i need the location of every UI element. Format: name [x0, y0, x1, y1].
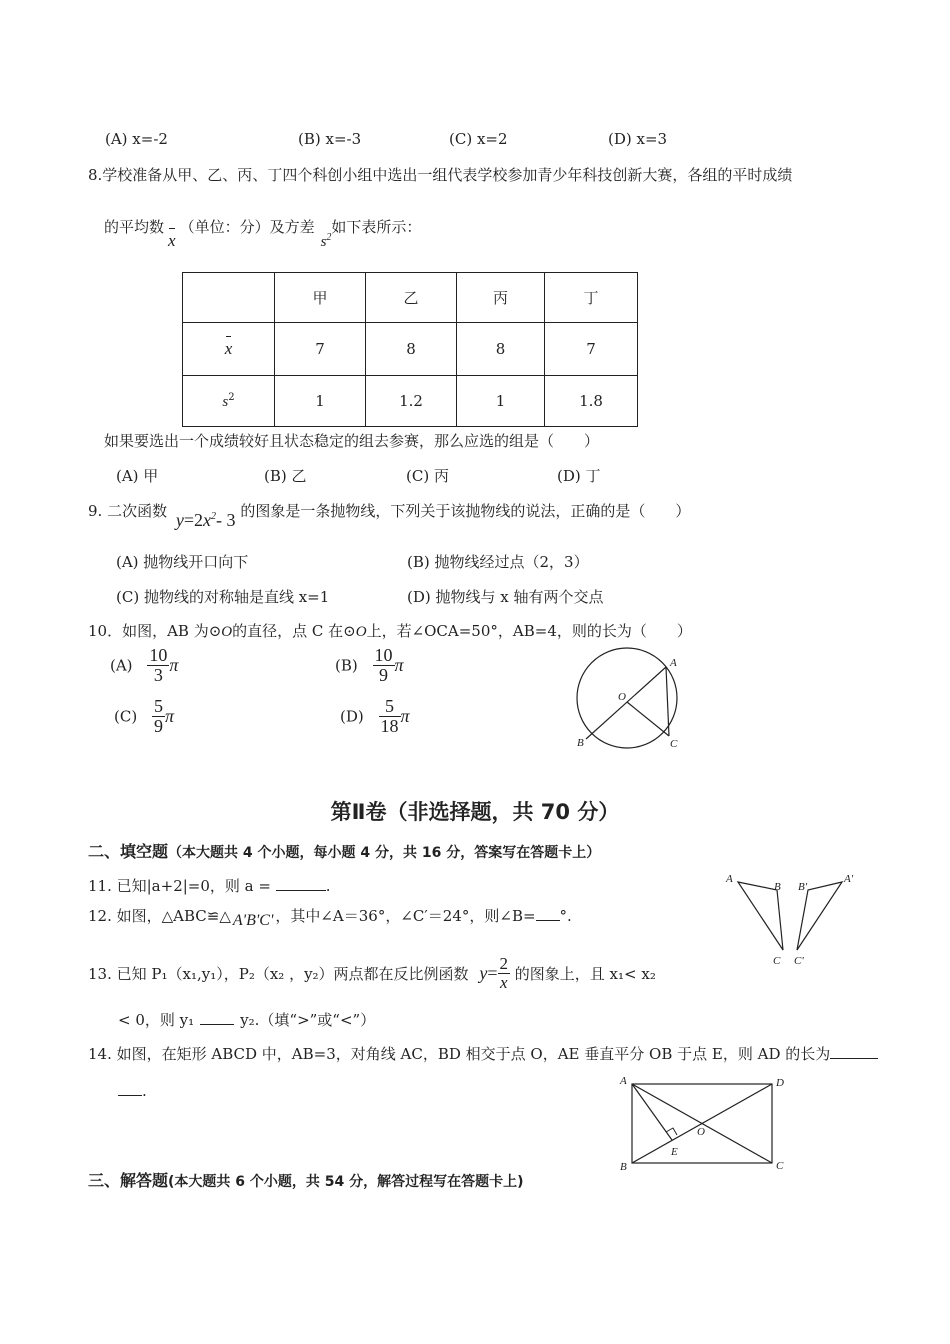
q9-option-b: (B) 抛物线经过点（2，3）: [407, 553, 589, 571]
q10-stem: [88, 620, 692, 641]
q10-circle-o1: O: [221, 624, 233, 640]
q10-label-b: B: [577, 737, 584, 749]
q12-label-a-prime: A': [844, 873, 854, 885]
q13-formula-eq: =: [487, 962, 498, 983]
q9-stem: [88, 500, 691, 530]
q13-formula-frac: [498, 955, 511, 992]
q14: [88, 1043, 878, 1064]
q8-var-s: s: [320, 234, 327, 250]
q8-row-var-exp: 2: [228, 391, 235, 403]
q9-formula-x: x: [203, 510, 212, 530]
q10-stem-b: 的直径，点 C 在⊙: [232, 622, 356, 640]
q14-label-o: O: [697, 1126, 705, 1138]
q8-th-jia: 甲: [275, 273, 366, 323]
q10-option-b-frac: [373, 646, 395, 685]
q7-option-b: (B) x=-3: [298, 130, 362, 148]
q8-stem-line2: [104, 216, 422, 250]
q10-c-den: 9: [153, 715, 163, 736]
q12-answer-blank: [536, 920, 560, 921]
section3-heading: [88, 1168, 524, 1191]
q10-label-c: C: [670, 738, 678, 750]
q14-line2: [118, 1082, 147, 1100]
q11: [88, 875, 331, 896]
q13-den: x: [499, 972, 508, 992]
q9-formula-const: - 3: [216, 510, 236, 530]
q10-option-a-frac: [147, 646, 169, 685]
q13: [88, 955, 656, 992]
q10-option-c: [114, 697, 174, 736]
q8-mean-ding: 7: [545, 323, 638, 376]
section3-note: (本大题共 6 个小题，共 54 分，解答过程写在答题卡上): [168, 1174, 524, 1190]
q13-line2: [118, 1009, 375, 1030]
q10-stem-c: 上，若∠OCA=50°，AB=4，则的长为（ ）: [366, 622, 692, 640]
q10-option-d: [340, 697, 410, 736]
q10-b-pi: π: [394, 654, 404, 675]
q8-stem-table-text: 如下表所示：: [331, 218, 422, 236]
q12-label-b-prime: B': [798, 881, 808, 893]
q10-label-a: A: [670, 657, 677, 669]
q10-option-c-frac: [152, 697, 165, 736]
q8-th-bing: 丙: [457, 273, 545, 323]
section2-title: 二、填空题: [88, 842, 169, 861]
q10-b-num: 10: [374, 645, 393, 665]
q9-option-c: (C) 抛物线的对称轴是直线 x=1: [116, 588, 330, 606]
section3-title: 三、解答题: [88, 1171, 169, 1190]
q12-formula: A'B'C': [232, 912, 274, 929]
section2-note: （本大题共 4 个小题，每小题 4 分，共 16 分，答案写在答题卡上）: [168, 845, 601, 861]
q8-var-bing: 1: [457, 376, 545, 427]
q10-circle-o2: O: [355, 624, 367, 640]
q8-mean-symbol: x: [168, 231, 176, 250]
q8-var-symbol: [321, 234, 332, 250]
q13-line2-a: < 0，则 y₁: [118, 1011, 195, 1029]
q8-row-var-s: s: [222, 393, 229, 410]
q13-text-a: 13. 已知 P₁（x₁,y₁），P₂（x₂ ，y₂）两点都在反比例函数: [88, 964, 469, 983]
q12-triangles-figure: [720, 868, 865, 970]
q12-label-c: C: [773, 955, 781, 967]
q8-th-ding: 丁: [545, 273, 638, 323]
q12-label-a: A: [726, 873, 733, 885]
q14-label-d: D: [776, 1077, 784, 1089]
q10-chord-ac: [666, 667, 669, 736]
q8-stem: 8.学校准备从甲、乙、丙、丁四个科创小组中选出一组代表学校参加青少年科技创新大赛，各组的平时成绩: [88, 166, 793, 184]
q8-th-yi: 乙: [366, 273, 457, 323]
q8-row-mean-symbol: x: [224, 339, 233, 358]
q9-stem-a: 9. 二次函数: [88, 502, 168, 520]
q12: [88, 905, 572, 929]
q11-period: .: [325, 877, 331, 895]
q9-formula-coef: =2: [183, 510, 204, 530]
q13-line2-b: y₂.（填“>”或“<”）: [240, 1011, 376, 1029]
q12-text-a: 12. 如图，△ABC≌△: [88, 907, 231, 925]
q14-label-e: E: [671, 1146, 678, 1158]
q8-table: [182, 272, 638, 427]
section2-heading: [88, 839, 600, 862]
part2-title: 第Ⅱ卷（非选择题，共 70 分）: [330, 800, 620, 824]
q9-formula: [176, 510, 236, 530]
q14-text: 14. 如图，在矩形 ABCD 中，AB=3，对角线 AC，BD 相交于点 O，AE 垂直平分 OB 于点 E，则 AD 的长为: [88, 1045, 831, 1063]
q8-option-c: (C) 丙: [406, 467, 449, 485]
q10-c-pi: π: [164, 705, 174, 726]
q9-formula-y: y: [175, 510, 184, 530]
q12-label-b: B: [774, 881, 781, 893]
q8-mean-bing: 8: [457, 323, 545, 376]
q10-label-o: O: [618, 691, 626, 703]
q10-stem-a: 10．如图，AB 为⊙: [88, 622, 222, 640]
q14-label-b: B: [620, 1161, 627, 1173]
q11-answer-blank: [276, 890, 326, 891]
q10-option-a-label: (A): [110, 656, 133, 675]
q12-text-b: ，其中∠A＝36°，∠C′＝24°，则∠B=: [275, 907, 536, 925]
q10-d-num: 5: [379, 697, 401, 717]
q10-option-a: [110, 646, 178, 685]
q12-degree: °.: [559, 907, 572, 925]
q8-var-ding: 1.8: [545, 376, 638, 427]
q10-d-den: 18: [380, 715, 399, 736]
q10-d-pi: π: [400, 705, 410, 726]
q8-mean-jia: 7: [275, 323, 366, 376]
q13-answer-blank: [200, 1024, 234, 1025]
q10-option-b: [335, 646, 404, 685]
q10-radius-oc: [627, 702, 669, 736]
q14-answer-blank-2: [118, 1095, 142, 1096]
q9-formula-exp: 2: [211, 511, 217, 522]
q14-label-a: A: [620, 1075, 627, 1087]
q10-circle-figure: [570, 645, 690, 757]
q10-a-num: 10: [149, 645, 168, 665]
q10-option-d-label: (D): [340, 707, 364, 726]
q8-option-a: (A) 甲: [116, 467, 159, 485]
q8-var-jia: 1: [275, 376, 366, 427]
q14-rectangle-figure: [616, 1072, 794, 1176]
q11-text: 11. 已知|a+2|=0，则 a =: [88, 877, 276, 895]
q10-a-pi: π: [169, 654, 179, 675]
q8-var-exp: 2: [326, 232, 332, 243]
q10-c-num: 5: [153, 696, 163, 716]
q9-option-d: (D) 抛物线与 x 轴有两个交点: [407, 588, 604, 606]
q9-stem-b: 的图象是一条抛物线，下列关于该抛物线的说法，正确的是（ ）: [240, 502, 691, 520]
q8-stem-var-text: （单位：分）及方差: [179, 218, 315, 236]
q14-label-c: C: [776, 1160, 784, 1172]
q8-question: 如果要选出一个成绩较好且状态稳定的组去参赛，那么应选的组是（ ）: [104, 432, 600, 450]
q10-b-den: 9: [379, 664, 389, 685]
q8-var-yi: 1.2: [366, 376, 457, 427]
q10-option-d-frac: [379, 697, 401, 736]
q10-option-b-label: (B): [335, 656, 358, 675]
q8-mean-yi: 8: [366, 323, 457, 376]
q7-option-a: (A) x=-2: [105, 130, 168, 148]
q10-diameter-ab: [586, 667, 666, 739]
q10-option-c-label: (C): [114, 707, 138, 726]
q9-option-a: (A) 抛物线开口向下: [116, 553, 249, 571]
q7-option-d: (D) x=3: [608, 130, 668, 148]
q14-period: .: [142, 1082, 147, 1100]
q10-a-den: 3: [153, 664, 163, 685]
q7-option-c: (C) x=2: [449, 130, 508, 148]
q13-text-b: 的图象上，且 x₁< x₂: [514, 964, 656, 983]
q8-option-b: (B) 乙: [264, 467, 307, 485]
q8-option-d: (D) 丁: [557, 467, 601, 485]
q13-formula-y: y: [479, 962, 488, 983]
q12-label-c-prime: C': [794, 955, 804, 967]
q8-row-mean-label: [183, 323, 275, 376]
q8-row-var-label: [183, 376, 275, 427]
q8-stem-mean-text: 的平均数: [104, 218, 165, 236]
q8-th-empty: [183, 273, 275, 323]
q13-num: 2: [499, 954, 508, 973]
q14-answer-blank-1: [830, 1058, 878, 1059]
